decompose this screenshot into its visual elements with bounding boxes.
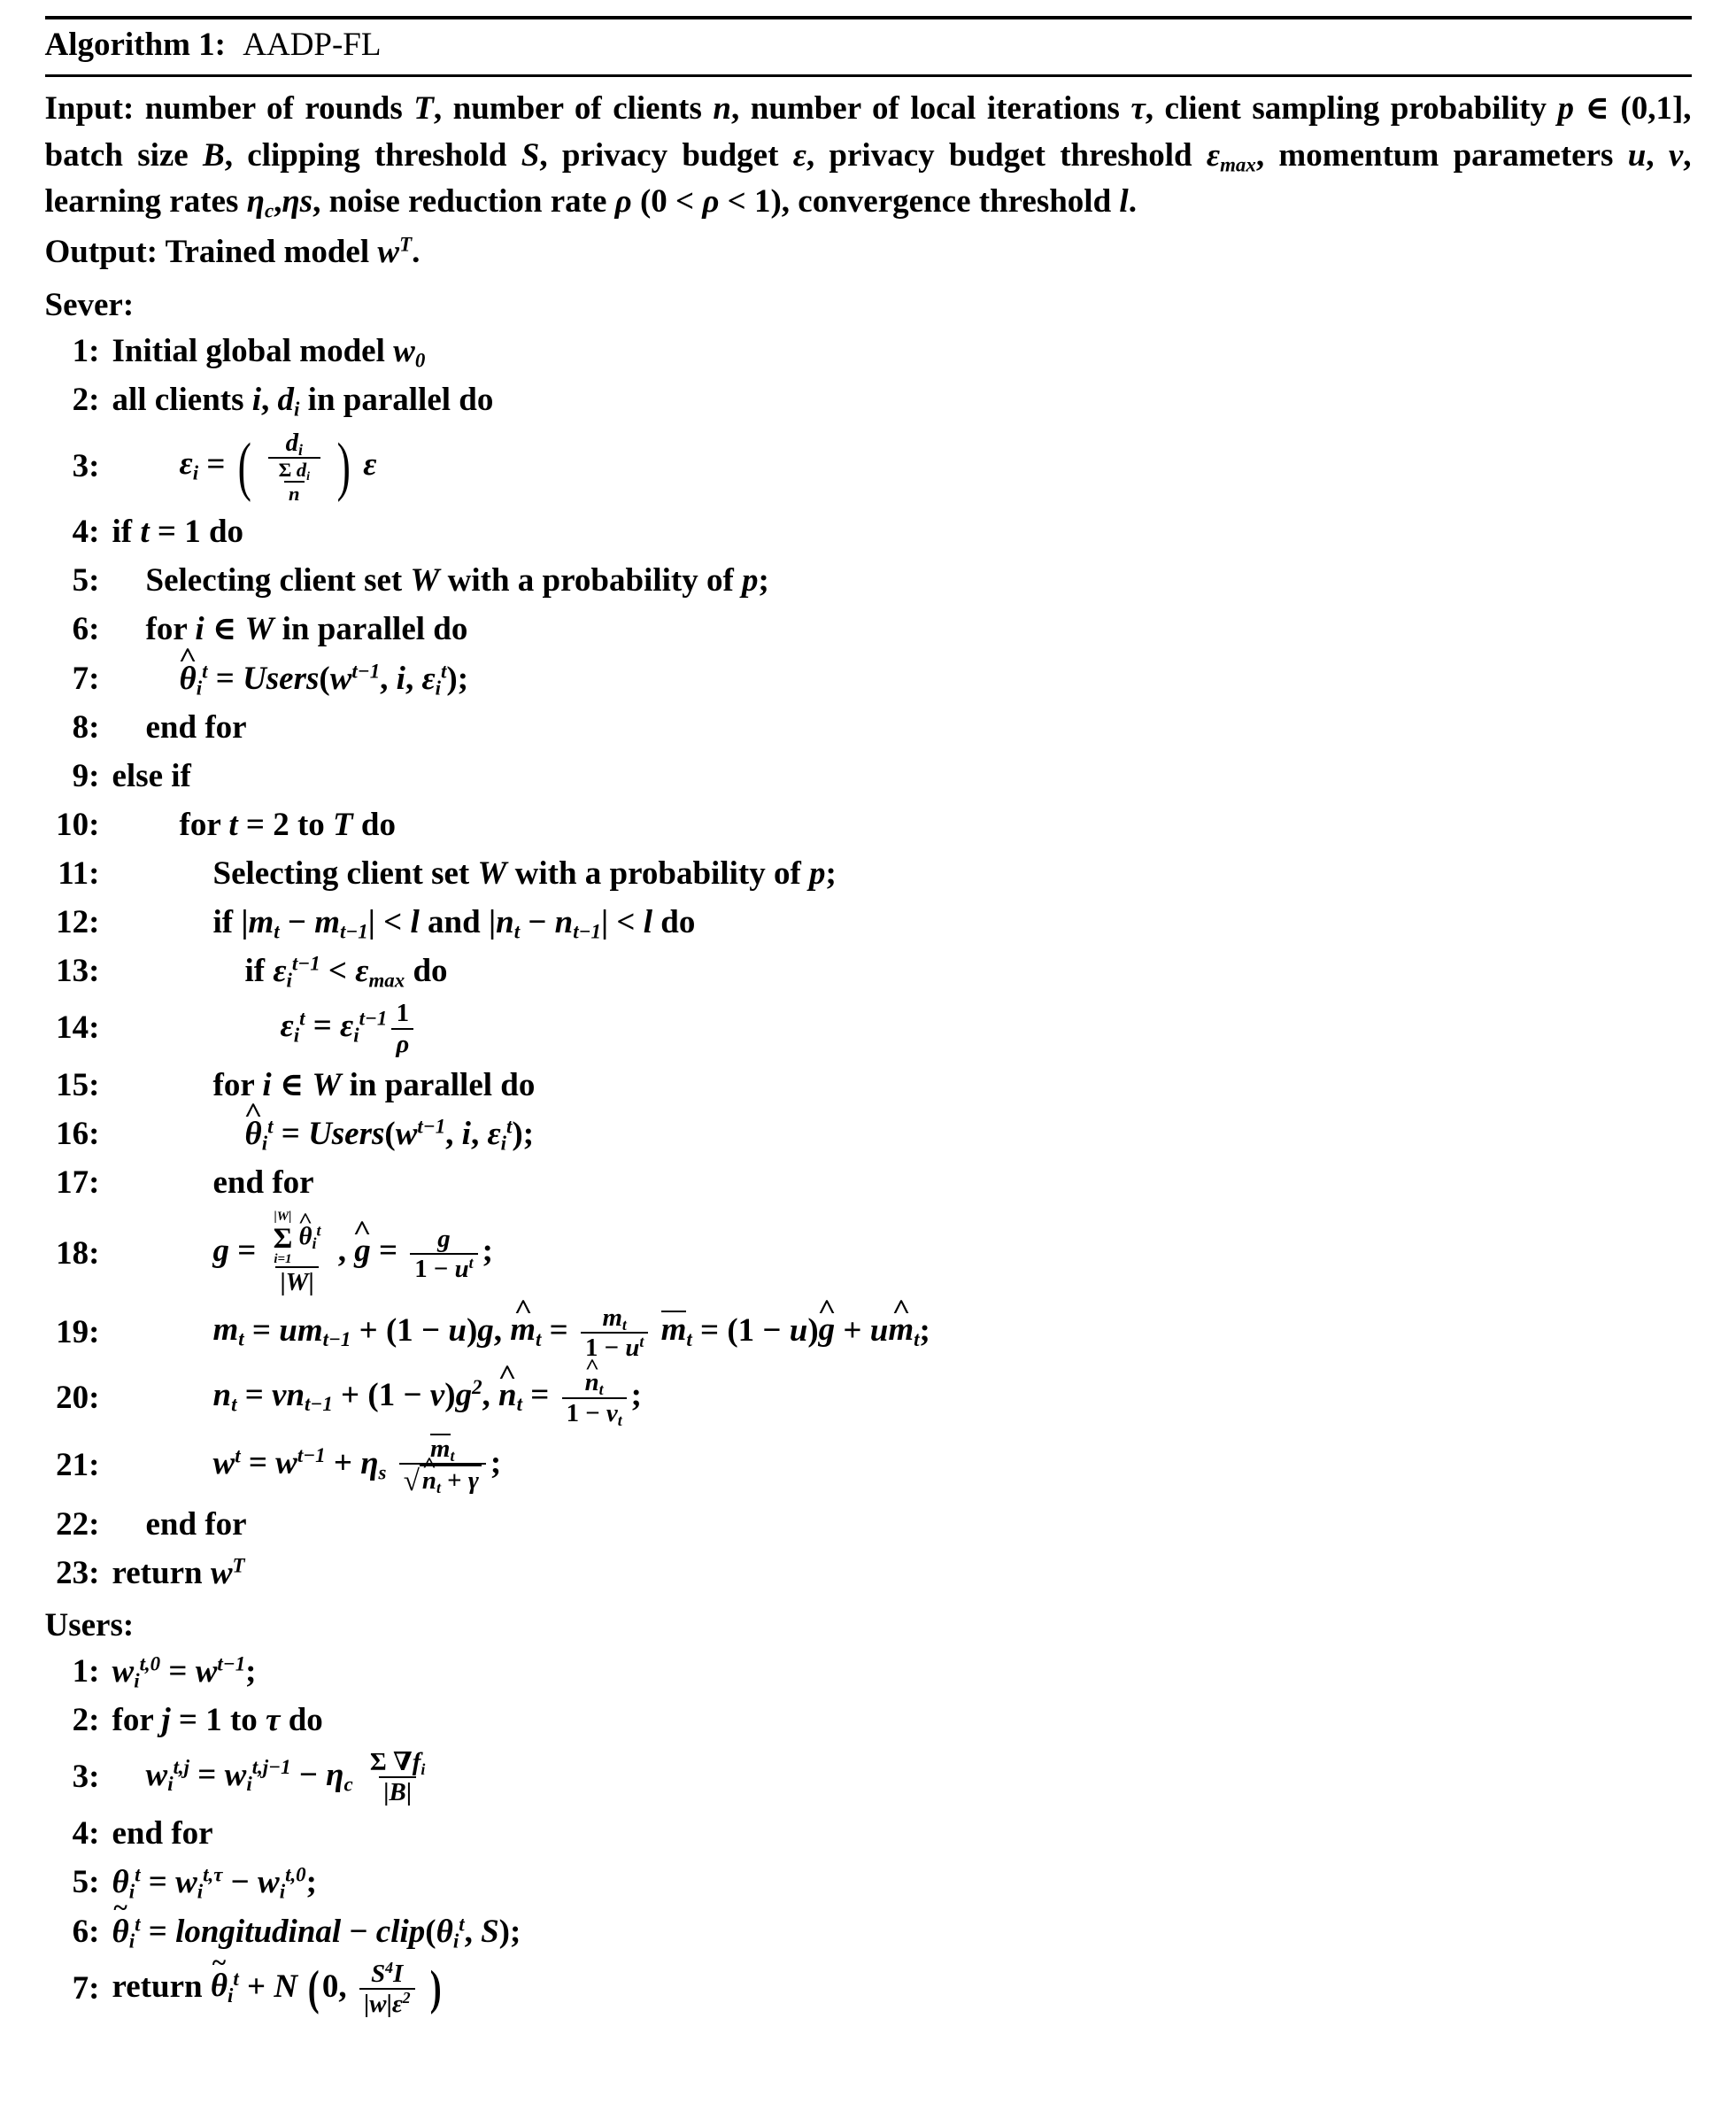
step-number: 2: [72,1701,100,1738]
step-number: 5: [72,562,100,599]
step-number: 14: [56,1009,100,1047]
server-step-20: 20: $n_t = vn_{t-1} + (1 - v)g^2$, ^ $n_t$ = ^ $\frac{n_t}{1 - v_t}$ ; [45,1368,1692,1427]
step-number: 4: [72,1815,100,1852]
server-step-21: 21: $w^t = w^{t-1} + \eta_s$ $m_t$ √ ^ $n_t + \gamma$ ; [45,1434,1692,1497]
server-step-15: 15: for i ∈ W in parallel do [45,1064,1692,1107]
step-number: 6: [72,1913,100,1950]
server-step-16: 16: ^ $\theta_i^t$ = $Users(w^{t-1}$, i, $\varepsilon_i^t$); [45,1113,1692,1156]
server-step-3: 3: $\varepsilon_i$ = ( $\frac{d_i}{\frac{\Sigma d_i}{n}}$ ) ε [45,429,1692,506]
step-number: 15: [56,1066,100,1103]
user-step-5: 5: $\theta_i^t = w_i^{t,\tau} - w_i^{t,0}$; [45,1861,1692,1904]
step-number: 9: [72,757,100,794]
step-number: 1: [72,1652,100,1690]
step-number: 11: [58,855,100,892]
step-number: 7: [72,660,100,697]
output-paragraph: Output: Trained model $w^T$. [44,233,420,270]
step-number: 23: [56,1555,100,1592]
server-step-1: 1: Initial global model $w_0$ [45,330,1692,373]
server-step-8: 8: end for [45,707,1692,749]
server-step-9: 9: else if [45,755,1692,798]
user-step-3: 3: $w_i^{t,j} = w_i^{t,j-1} - \eta_c$ $\frac{\Sigma \nabla f_i}{|B|}$ [45,1748,1692,1807]
algorithm-name: AADP-FL [243,27,382,63]
server-step-4: 4: if t = 1 do [45,511,1692,553]
step-number: 2: [72,382,100,419]
step-number: 18: [56,1234,100,1272]
step-number: 10: [56,806,100,843]
user-step-4: 4: end for [45,1813,1692,1855]
server-heading: Sever: [44,287,135,324]
step-number: 19: [56,1313,100,1350]
server-step-11: 11: Selecting client set W with a probability of p; [45,853,1692,895]
algorithm-label: Algorithm 1: [44,27,226,63]
server-step-2: 2: all clients i, $d_i$ in parallel do [45,379,1692,421]
step-number: 17: [56,1164,100,1202]
step-number: 4: [72,514,100,551]
step-number: 7: [72,1969,100,2007]
server-step-14: 14: $\varepsilon_i^t = \varepsilon_i^{t-1}$ $\frac{1}{\rho}$ [45,999,1692,1058]
user-step-1: 1: $w_i^{t,0} = w^{t-1}$; [45,1651,1692,1693]
step-number: 22: [56,1506,100,1543]
step-number: 6: [72,611,100,648]
step-number: 12: [56,904,100,941]
server-step-5: 5: Selecting client set W with a probability of p; [45,560,1692,602]
server-step-10: 10: for t = 2 to T do [45,804,1692,847]
user-step-6: 6: ~ $\theta_i^t$ = longitudinal − $clip(\theta_i^t$, S); [45,1911,1692,1953]
server-step-22: 22: end for [45,1504,1692,1546]
users-heading: Users: [44,1606,135,1643]
server-step-23: 23: return $w^T$ [45,1552,1692,1595]
server-step-17: 17: end for [45,1162,1692,1204]
server-step-6: 6: for i ∈ W in parallel do [45,608,1692,651]
step-number: 3: [72,1758,100,1795]
step-number: 13: [56,953,100,990]
server-step-12: 12: if $|m_t - m_{t-1}| < l$ and $|n_t - n_{t-1}| < l$ do [45,901,1692,944]
step-number: 8: [72,708,100,746]
step-number: 1: [72,333,100,370]
input-paragraph: Input: number of rounds T, number of clients n, number of local iterations τ, client sampling probability p ∈ (0,1], batch size B, clipping threshold S, privacy budget ε, privacy budget threshold $\varepsilon_{max}$, momentum parameters u, v, learning rates $\eta_c,\eta s$, noise reduction rate ρ (0 < ρ < 1), convergence threshold l. [44,90,1692,222]
step-number: 21: [56,1447,100,1484]
algorithm-body [45,77,1692,2018]
step-number: 20: [56,1379,100,1416]
server-step-19: 19: $m_t = um_{t-1} + (1 - u)g$, ^ $m_t$ = $\frac{m_t}{1 - u^t}$ $m_t = (1$ − u)^ g + u^ $m_t$; [45,1303,1692,1363]
algorithm-title [45,19,1692,74]
step-number: 5: [72,1864,100,1901]
step-number: 3: [72,447,100,484]
server-step-13: 13: if $\varepsilon_i^{t-1} < \varepsilon_{max}$ do [45,950,1692,993]
user-step-7: 7: return ~ $\theta_i^t + N$ (0, $\frac{S^4I}{|w|\varepsilon^2}$ ) [45,1960,1692,2019]
user-step-2: 2: for j = 1 to τ do [45,1699,1692,1742]
algorithm-block [36,0,1701,2060]
input-label: Input: [44,90,135,128]
step-number: 16: [56,1115,100,1152]
server-step-7: 7: ^ $\theta_i^t$ = $Users(w^{t-1}$, i, $\varepsilon_i^t$); [45,658,1692,700]
output-label: Output: [44,233,158,270]
server-step-18: 18: g = |W| Σ i=1 ^ $\theta_i^t$ |W| , ^ g = $\frac{g}{1 - u^t}$ ; [45,1210,1692,1297]
